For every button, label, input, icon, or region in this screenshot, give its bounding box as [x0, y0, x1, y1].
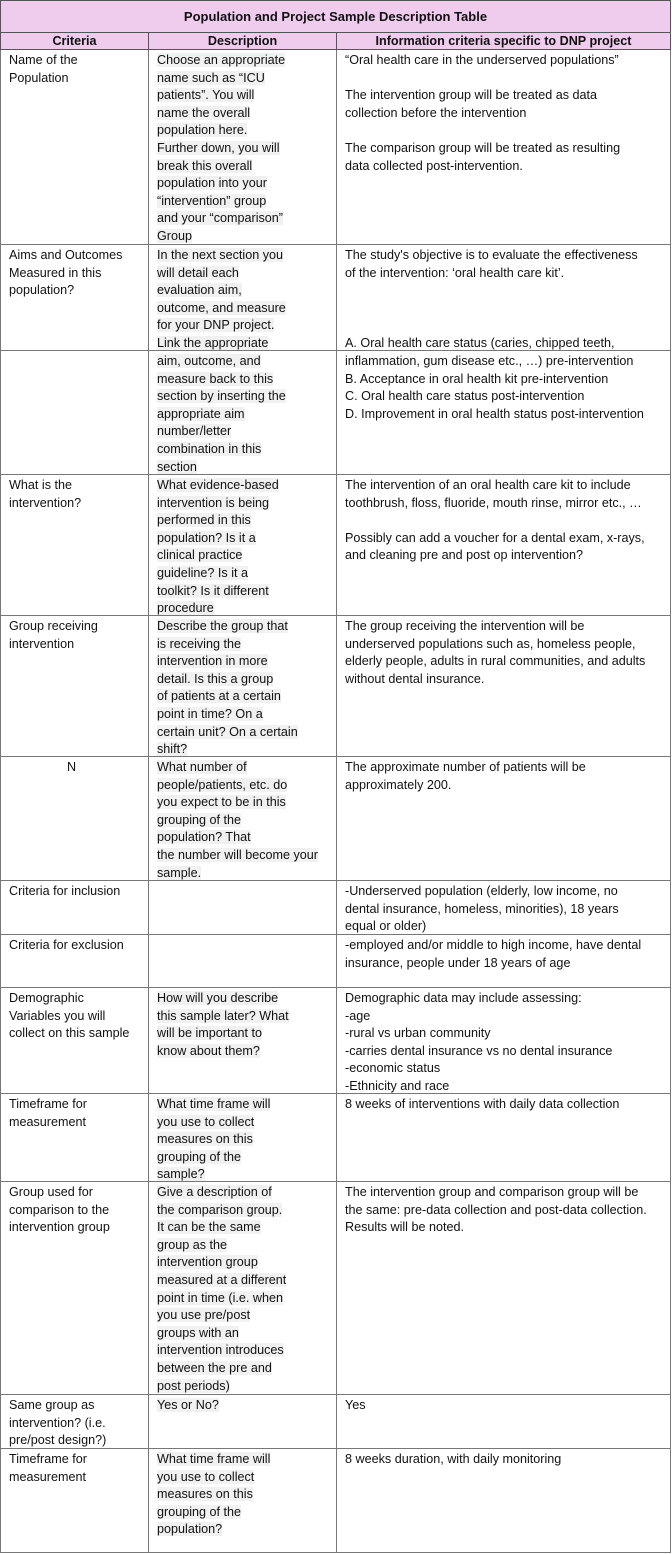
criteria-cell: Group receiving intervention	[0, 616, 148, 756]
header-description: Description	[148, 33, 336, 50]
table-row	[0, 50, 671, 245]
criteria-cell: What is the intervention?	[0, 475, 148, 615]
description-cell	[148, 1449, 336, 1552]
description-cell	[148, 245, 336, 350]
table-row	[0, 351, 671, 475]
description-cell	[148, 935, 336, 987]
description-cell	[148, 616, 336, 756]
header-criteria: Criteria	[0, 33, 148, 50]
table-row	[0, 935, 671, 988]
table-row	[0, 881, 671, 935]
description-cell	[148, 988, 336, 1093]
description-text: Give a description of the comparison group. It can be the same group as the intervention group measured at a different point in time (i.e. when you use pre/post groups with an intervention introduces between the pre and post periods)	[157, 1185, 287, 1393]
description-text: What time frame will you use to collect measures on this grouping of the population?	[157, 1452, 271, 1537]
table-row	[0, 1182, 671, 1395]
table-row	[0, 757, 671, 881]
info-cell: Demographic data may include assessing: -age -rural vs urban community -carries dental insurance vs no dental insurance -economic status -Ethnicity and race	[336, 988, 671, 1093]
criteria-cell	[0, 351, 148, 474]
info-cell: -Underserved population (elderly, low income, no dental insurance, homeless, minorities), 18 years equal or older)	[336, 881, 671, 934]
header-info: Information criteria specific to DNP project	[336, 33, 671, 50]
info-cell: “Oral health care in the underserved populations” The intervention group will be treated as data collection before the intervention The comparison group will be treated as resulting data collected post-intervention.	[336, 50, 671, 244]
description-text: Describe the group that is receiving the intervention in more detail. Is this a group of patients at a certain point in time? On a certain unit? On a certain shift?	[157, 619, 298, 756]
table-row	[0, 1395, 671, 1449]
info-cell: 8 weeks duration, with daily monitoring	[336, 1449, 671, 1552]
description-text: Yes or No?	[157, 1398, 219, 1412]
info-cell: inflammation, gum disease etc., …) pre-intervention B. Acceptance in oral health kit pre-intervention C. Oral health care status post-intervention D. Improvement in oral health status post-intervention	[336, 351, 671, 474]
criteria-cell: Criteria for exclusion	[0, 935, 148, 987]
table-row	[0, 1449, 671, 1553]
table-title: Population and Project Sample Description Table	[0, 0, 671, 33]
description-text: aim, outcome, and measure back to this section by inserting the appropriate aim number/letter combination in this section	[157, 354, 286, 474]
info-cell: -employed and/or middle to high income, have dental insurance, people under 18 years of age	[336, 935, 671, 987]
description-cell	[148, 1395, 336, 1448]
info-cell: The group receiving the intervention will be underserved populations such as, homeless people, elderly people, adults in rural communities, and adults without dental insurance.	[336, 616, 671, 756]
info-cell: The intervention of an oral health care kit to include toothbrush, floss, fluoride, mouth rinse, mirror etc., … Possibly can add a voucher for a dental exam, x-rays, and cleaning pre and post op intervention?	[336, 475, 671, 615]
table-header-row	[0, 33, 671, 50]
description-text: How will you describe this sample later? What will be important to know about them?	[157, 991, 289, 1058]
table-row	[0, 475, 671, 616]
description-text: Choose an appropriate name such as “ICU patients”. You will name the overall population here. Further down, you will break this overall population into your “intervention” group and your “comparison” Group	[157, 53, 286, 243]
description-text: What evidence-based intervention is being performed in this population? Is it a clinical practice guideline? Is it a toolkit? Is it different procedure	[157, 478, 279, 615]
criteria-cell: Timeframe for measurement	[0, 1449, 148, 1552]
description-text: What number of people/patients, etc. do you expect to be in this grouping of the population? That the number will become your sample.	[157, 760, 318, 880]
description-cell	[148, 351, 336, 474]
table-row	[0, 616, 671, 757]
description-cell	[148, 1182, 336, 1394]
info-cell: The intervention group and comparison group will be the same: pre-data collection and post-data collection. Results will be noted.	[336, 1182, 671, 1394]
info-cell: 8 weeks of interventions with daily data collection	[336, 1094, 671, 1181]
criteria-cell: Timeframe for measurement	[0, 1094, 148, 1181]
criteria-cell: Aims and Outcomes Measured in this population?	[0, 245, 148, 350]
description-text: What time frame will you use to collect measures on this grouping of the sample?	[157, 1097, 271, 1181]
table-row	[0, 988, 671, 1094]
info-cell: The study's objective is to evaluate the effectiveness of the intervention: ‘oral health care kit’. A. Oral health care status (caries, chipped teeth,	[336, 245, 671, 350]
criteria-cell: Group used for comparison to the intervention group	[0, 1182, 148, 1394]
info-cell: The approximate number of patients will be approximately 200.	[336, 757, 671, 880]
description-cell	[148, 475, 336, 615]
table-row	[0, 245, 671, 351]
description-cell	[148, 1094, 336, 1181]
description-cell	[148, 881, 336, 934]
info-cell: Yes	[336, 1395, 671, 1448]
description-cell	[148, 50, 336, 244]
criteria-cell: Same group as intervention? (i.e. pre/post design?)	[0, 1395, 148, 1448]
description-cell	[148, 757, 336, 880]
description-text: In the next section you will detail each evaluation aim, outcome, and measure for your DNP project. Link the appropriate	[157, 248, 286, 350]
criteria-cell: N	[0, 757, 148, 880]
criteria-cell: Demographic Variables you will collect on this sample	[0, 988, 148, 1093]
criteria-cell: Name of the Population	[0, 50, 148, 244]
criteria-cell: Criteria for inclusion	[0, 881, 148, 934]
table-row	[0, 1094, 671, 1182]
